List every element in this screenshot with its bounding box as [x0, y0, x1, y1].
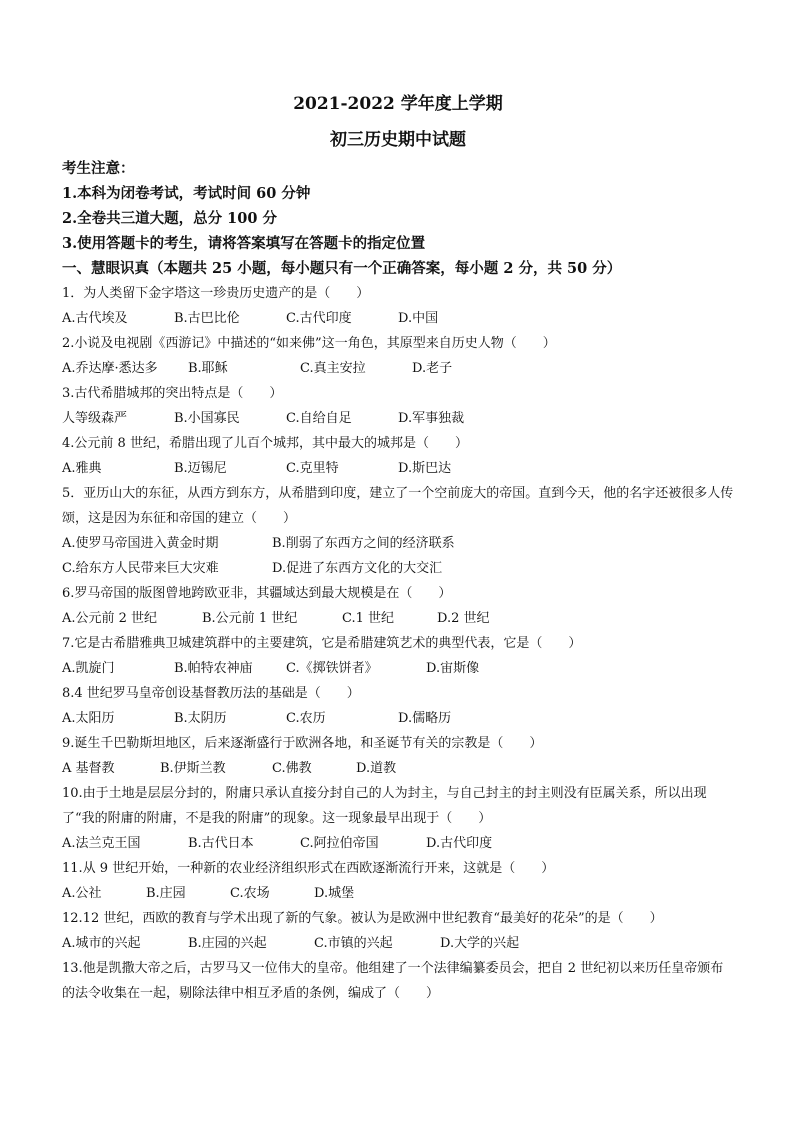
question-options [62, 656, 734, 681]
option-a: A.雅典 [62, 461, 102, 476]
notice-line: 1.本科为闭卷考试，考试时间 60 分钟 [62, 185, 311, 202]
option-b: B.古代日本 [188, 836, 254, 851]
question-options [62, 706, 734, 731]
notice-line: 3.使用答题卡的考生，请将答案填写在答题卡的指定位置 [62, 235, 426, 252]
question-options [62, 406, 734, 431]
option-d: D.宙斯像 [426, 661, 480, 676]
option-d: D.2 世纪 [437, 611, 490, 626]
option-d: D.大学的兴起 [440, 936, 520, 951]
question-options [62, 881, 734, 906]
option-a: A.公元前 2 世纪 [62, 611, 158, 626]
question-options [62, 756, 734, 781]
option-d: D.中国 [398, 311, 439, 326]
option-d: D.斯巴达 [398, 461, 452, 476]
exam-title: 初三历史期中试题 [330, 130, 466, 150]
option-c: C.给东方人民带来巨大灾难 [62, 561, 219, 576]
question-options [62, 556, 734, 581]
option-a: A.公社 [62, 886, 102, 901]
question-stem: 10.由于土地是层层分封的，附庸只承认直接分封自己的人为封主，与自己封主的封主则没有臣属关系，所以出现了“我的附庸的附庸，不是我的附庸”的现象。这一现象最早出现于（ ） [62, 786, 707, 826]
notice-heading: 考生注意： [62, 160, 135, 177]
question-stem: 8.4 世纪罗马皇帝创设基督教历法的基础是（ ） [62, 686, 360, 701]
option-c: C.农历 [286, 711, 326, 726]
question-options [62, 531, 734, 556]
option-c: C.《掷铁饼者》 [286, 661, 378, 676]
option-b: B.耶稣 [188, 361, 228, 376]
option-b: B.伊斯兰教 [160, 761, 226, 776]
question-options [62, 931, 734, 956]
option-b: B.太阴历 [174, 711, 227, 726]
option-d: D.促进了东西方文化的大交汇 [272, 561, 443, 576]
question-stem: 1．为人类留下金字塔这一珍贵历史遗产的是（ ） [62, 286, 370, 301]
option-c: C.真主安拉 [300, 361, 366, 376]
option-a: A.城市的兴起 [62, 936, 141, 951]
option-a: A.法兰克王国 [62, 836, 141, 851]
option-b: B.公元前 1 世纪 [202, 611, 298, 626]
option-c: C.市镇的兴起 [314, 936, 393, 951]
option-d: D.城堡 [314, 886, 355, 901]
question-stem: 12.12 世纪，西欧的教育与学术出现了新的气象。被认为是欧洲中世纪教育“最美好的花朵”的是（ ） [62, 911, 663, 926]
exam-term-title: 2021-2022 学年度上学期 [293, 94, 503, 114]
option-b: B.庄园 [146, 886, 186, 901]
question-stem: 5．亚历山大的东征，从西方到东方，从希腊到印度，建立了一个空前庞大的帝国。直到今天，他的名字还被很多人传颂，这是因为东征和帝国的建立（ ） [62, 486, 734, 526]
question-options [62, 831, 734, 856]
question-options [62, 356, 734, 381]
option-b: B.古巴比伦 [174, 311, 240, 326]
question-stem: 7.它是古希腊雅典卫城建筑群中的主要建筑，它是希腊建筑艺术的典型代表，它是（ ） [62, 636, 582, 651]
option-a: A.乔达摩·悉达多 [62, 361, 158, 376]
option-d: D.儒略历 [398, 711, 452, 726]
option-c: C.佛教 [272, 761, 312, 776]
option-d: D.老子 [412, 361, 453, 376]
question-stem: 9.诞生千巴勒斯坦地区，后来逐渐盛行于欧洲各地，和圣诞节有关的宗教是（ ） [62, 736, 543, 751]
question-stem: 3.古代希腊城邦的突出特点是（ ） [62, 386, 283, 401]
option-c: C.古代印度 [286, 311, 352, 326]
question-stem: 4.公元前 8 世纪，希腊出现了儿百个城邦，其中最大的城邦是（ ） [62, 436, 468, 451]
question-options [62, 606, 734, 631]
option-d: D.军事独裁 [398, 411, 465, 426]
option-b: B.削弱了东西方之间的经济联系 [272, 536, 455, 551]
option-a: 人等级森严 [62, 411, 128, 426]
option-a: A 基督教 [62, 761, 115, 776]
option-b: B.帕特农神庙 [174, 661, 253, 676]
question-stem: 13.他是凯撒大帝之后，古罗马又一位伟大的皇帝。他组建了一个法律编纂委员会，把自 2 世纪初以来历任皇帝颁布的法令收集在一起，剔除法律中相互矛盾的条例，编成了（ ） [62, 961, 724, 1001]
option-a: A.使罗马帝国进入黄金时期 [62, 536, 219, 551]
option-b: B.迈锡尼 [174, 461, 227, 476]
notice-line: 2.全卷共三道大题，总分 100 分 [62, 210, 277, 227]
question-stem: 6.罗马帝国的版图曾地跨欧亚非，其疆域达到最大规模是在（ ） [62, 586, 452, 601]
option-d: D.古代印度 [426, 836, 493, 851]
question-options [62, 456, 734, 481]
option-c: C.农场 [230, 886, 270, 901]
option-c: C.克里特 [286, 461, 339, 476]
question-stem: 11.从 9 世纪开始，一种新的农业经济组织形式在西欧逐渐流行开来，这就是（ ） [62, 861, 555, 876]
option-d: D.道教 [356, 761, 397, 776]
section-heading: 一、慧眼识真（本题共 25 小题，每小题只有一个正确答案，每小题 2 分，共 50 分） [62, 260, 622, 277]
option-b: B.庄园的兴起 [188, 936, 267, 951]
option-b: B.小国寡民 [174, 411, 240, 426]
option-c: C.1 世纪 [342, 611, 395, 626]
option-c: C.自给自足 [286, 411, 352, 426]
option-a: A.太阳历 [62, 711, 115, 726]
question-options [62, 306, 734, 331]
option-a: A.凯旋门 [62, 661, 115, 676]
question-stem: 2.小说及电视剧《西游记》中描述的“如来佛”这一角色，其原型来自历史人物（ ） [62, 336, 556, 351]
option-a: A.古代埃及 [62, 311, 128, 326]
option-c: C.阿拉伯帝国 [300, 836, 379, 851]
